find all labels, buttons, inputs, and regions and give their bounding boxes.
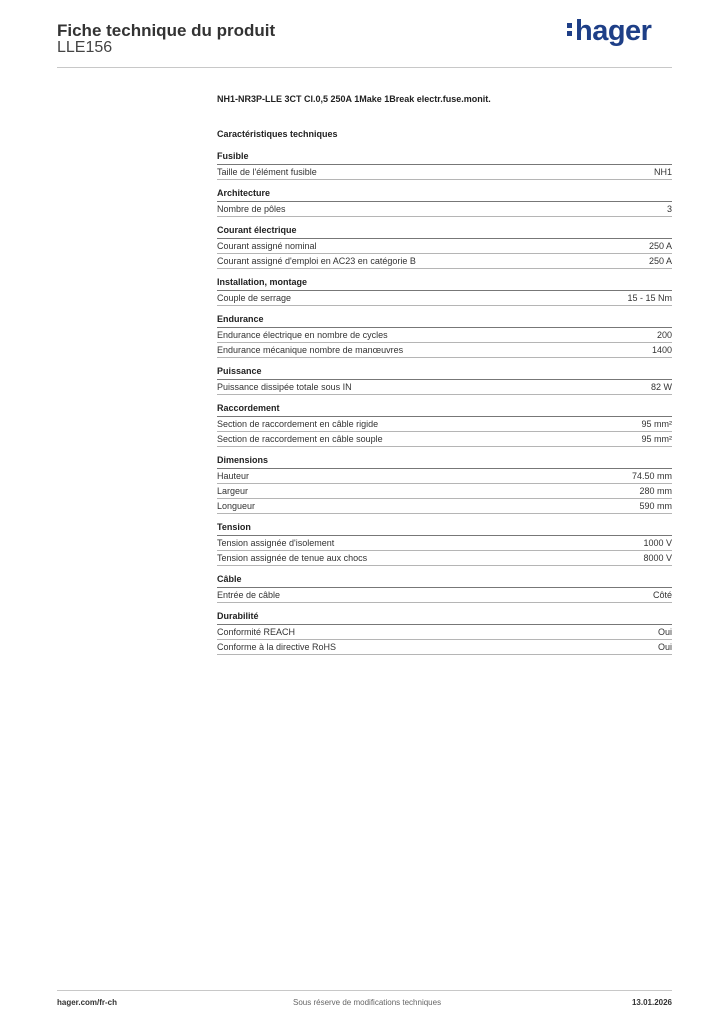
spec-row xyxy=(217,484,672,499)
spec-group xyxy=(217,151,672,180)
spec-row xyxy=(217,417,672,432)
spec-label: Tension assignée de tenue aux chocs xyxy=(217,553,368,563)
spec-value: 3 xyxy=(666,204,672,214)
spec-value: Côté xyxy=(652,590,672,600)
spec-label: Taille de l'élément fusible xyxy=(217,167,317,177)
spec-row xyxy=(217,343,672,358)
spec-group xyxy=(217,455,672,514)
section-title: Caractéristiques techniques xyxy=(217,129,338,139)
spec-value: 95 mm² xyxy=(641,419,672,429)
logo-text: hager xyxy=(575,15,652,47)
spec-label: Conforme à la directive RoHS xyxy=(217,642,337,652)
spec-label: Longueur xyxy=(217,501,256,511)
spec-content xyxy=(217,94,672,655)
spec-group-title: Architecture xyxy=(217,188,672,202)
spec-row xyxy=(217,499,672,514)
spec-row xyxy=(217,469,672,484)
footer-date: 13.01.2026 xyxy=(631,998,672,1007)
spec-label: Section de raccordement en câble rigide xyxy=(217,419,379,429)
spec-group xyxy=(217,403,672,447)
spec-row xyxy=(217,239,672,254)
spec-value: 8000 V xyxy=(643,553,672,563)
spec-row xyxy=(217,165,672,180)
spec-group xyxy=(217,522,672,566)
spec-group-title: Câble xyxy=(217,574,672,588)
product-code: LLE156 xyxy=(57,39,113,56)
spec-value: 1400 xyxy=(651,345,672,355)
spec-row xyxy=(217,588,672,603)
spec-label: Courant assigné d'emploi en AC23 en catégorie B xyxy=(217,256,416,266)
spec-group xyxy=(217,188,672,217)
spec-group-title: Installation, montage xyxy=(217,277,672,291)
spec-label: Section de raccordement en câble souple xyxy=(217,434,383,444)
spec-label: Hauteur xyxy=(217,471,250,481)
spec-row xyxy=(217,254,672,269)
spec-value: 250 A xyxy=(648,241,672,251)
spec-group-title: Courant électrique xyxy=(217,225,672,239)
spec-value: 95 mm² xyxy=(641,434,672,444)
spec-label: Conformité REACH xyxy=(217,627,296,637)
spec-group-title: Fusible xyxy=(217,151,672,165)
spec-value: NH1 xyxy=(653,167,672,177)
spec-group xyxy=(217,574,672,603)
page-title: Fiche technique du produit xyxy=(57,21,276,40)
footer-disclaimer: Sous réserve de modifications techniques xyxy=(293,998,442,1007)
spec-label: Nombre de pôles xyxy=(217,204,286,214)
spec-groups xyxy=(217,151,672,655)
spec-value: 200 xyxy=(656,330,672,340)
spec-row xyxy=(217,640,672,655)
spec-group-title: Raccordement xyxy=(217,403,672,417)
header-divider xyxy=(57,67,672,68)
spec-value: 74.50 mm xyxy=(631,471,672,481)
spec-row xyxy=(217,536,672,551)
spec-label: Tension assignée d'isolement xyxy=(217,538,335,548)
product-designation: NH1-NR3P-LLE 3CT Cl.0,5 250A 1Make 1Break electr.fuse.monit. xyxy=(217,94,491,104)
spec-value: 250 A xyxy=(648,256,672,266)
spec-group xyxy=(217,225,672,269)
spec-group xyxy=(217,611,672,655)
spec-row xyxy=(217,432,672,447)
spec-value: 15 - 15 Nm xyxy=(627,293,672,303)
logo-dots-icon xyxy=(567,20,572,39)
spec-group-title: Durabilité xyxy=(217,611,672,625)
spec-group xyxy=(217,366,672,395)
spec-group xyxy=(217,277,672,306)
spec-label: Couple de serrage xyxy=(217,293,292,303)
spec-group-title: Endurance xyxy=(217,314,672,328)
spec-group-title: Puissance xyxy=(217,366,672,380)
spec-group xyxy=(217,314,672,358)
spec-label: Endurance électrique en nombre de cycles xyxy=(217,330,388,340)
spec-label: Puissance dissipée totale sous IN xyxy=(217,382,352,392)
spec-value: 280 mm xyxy=(639,486,672,496)
spec-label: Entrée de câble xyxy=(217,590,281,600)
spec-value: 590 mm xyxy=(639,501,672,511)
footer-website: hager.com/fr-ch xyxy=(57,998,118,1007)
spec-label: Courant assigné nominal xyxy=(217,241,317,251)
spec-row xyxy=(217,328,672,343)
spec-value: 1000 V xyxy=(643,538,672,548)
footer-divider xyxy=(57,990,672,991)
spec-row xyxy=(217,202,672,217)
spec-row xyxy=(217,380,672,395)
hager-logo xyxy=(567,15,651,48)
spec-label: Largeur xyxy=(217,486,249,496)
spec-value: 82 W xyxy=(650,382,672,392)
spec-row xyxy=(217,291,672,306)
spec-value: Oui xyxy=(657,627,672,637)
spec-group-title: Tension xyxy=(217,522,672,536)
spec-group-title: Dimensions xyxy=(217,455,672,469)
spec-row xyxy=(217,625,672,640)
spec-label: Endurance mécanique nombre de manœuvres xyxy=(217,345,404,355)
spec-row xyxy=(217,551,672,566)
spec-value: Oui xyxy=(657,642,672,652)
